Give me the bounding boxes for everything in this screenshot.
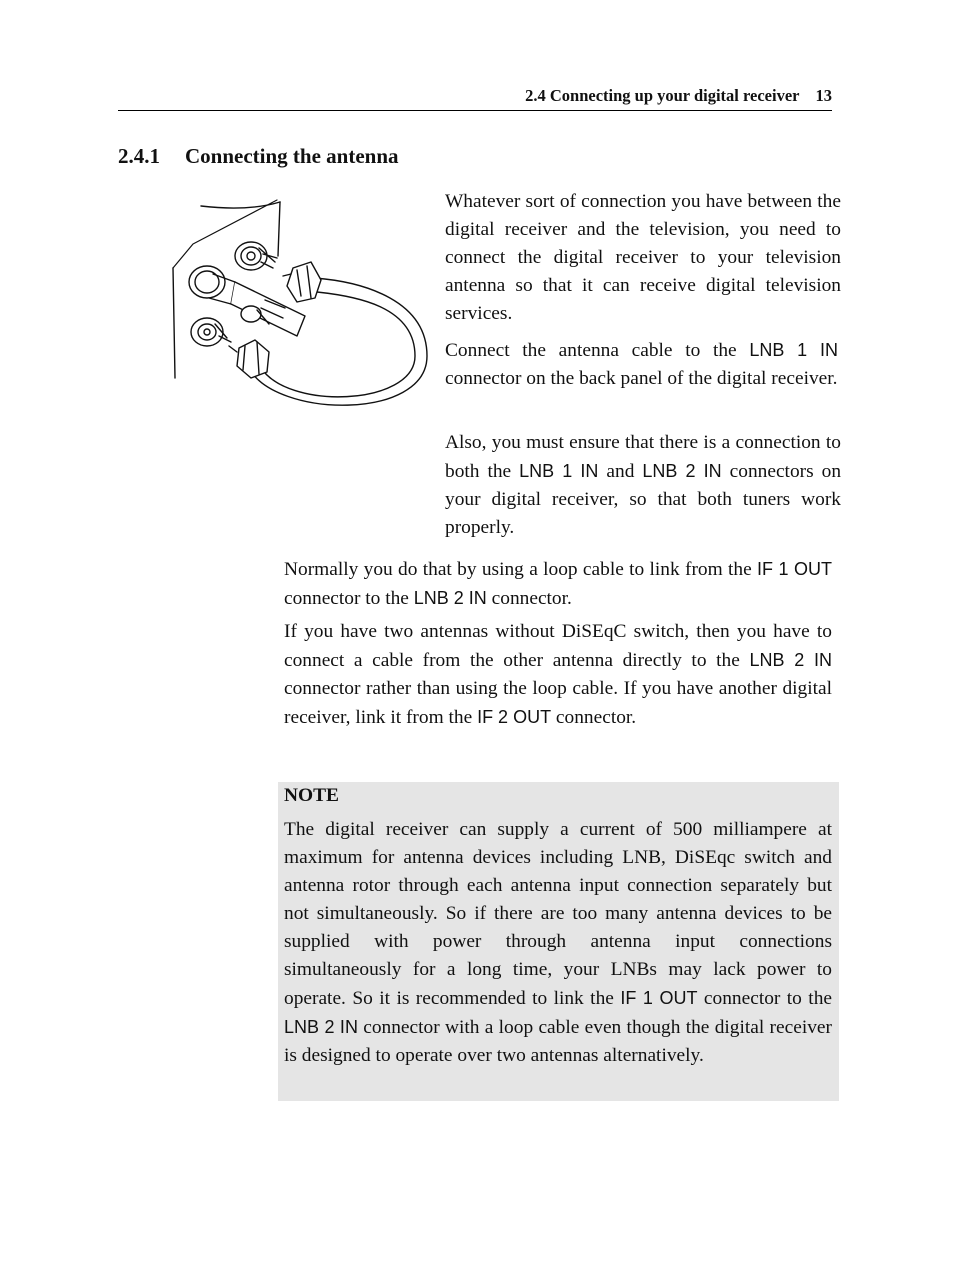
text-run: connector. [551, 707, 637, 728]
page-number: 13 [815, 86, 832, 105]
text-run: connectors on your digital receiver, so that both tuners work properly. [445, 461, 842, 538]
connector-label-lnb-2-in: LNB 2 IN [413, 588, 487, 608]
text-run: connector to the [697, 988, 832, 1009]
header-rule [118, 110, 832, 111]
section-title: Connecting the antenna [185, 144, 399, 168]
lnb-2-in-connector [191, 306, 269, 346]
connector-label-lnb-1-in: LNB 1 IN [519, 461, 599, 481]
text-run: and [598, 461, 643, 482]
connector-label-lnb-2-in: LNB 2 IN [642, 461, 722, 481]
paragraph-connect-lnb1 [445, 336, 838, 393]
connector-label-if-2-out: IF 2 OUT [477, 707, 552, 727]
text-run: connector with a loop cable even though the digital receiver is designed to operate over two antennas alternatively. [284, 1017, 832, 1066]
text-run: connector. [486, 588, 572, 609]
text-run: connector to the [284, 588, 414, 609]
connector-label-lnb-2-in: LNB 2 IN [284, 1017, 358, 1037]
paragraph-intro: Whatever sort of connection you have between the digital receiver and the television, you need to connect the digital receiver to your television antenna so that it can receive digital television services. [445, 191, 841, 324]
if-1-out-jack [235, 242, 277, 270]
paragraph-both-tuners [445, 429, 841, 542]
text-run: Also, you must ensure that there is a connection to both the [445, 432, 841, 482]
connector-label-lnb-2-in: LNB 2 IN [749, 650, 832, 670]
connector-label-lnb-1-in: LNB 1 IN [749, 340, 838, 360]
note-text [284, 816, 832, 1070]
text-run: If you have two antennas without DiSEqC switch, then you have to connect a cable from the other antenna directly to the [284, 621, 832, 671]
antenna-connectors-illustration [165, 196, 435, 414]
text-run: Connect the antenna cable to the [445, 340, 750, 361]
note-title: NOTE [284, 785, 339, 806]
section-heading [118, 144, 399, 169]
if-out-nut [283, 262, 321, 302]
running-title: 2.4 Connecting up your digital receiver [525, 86, 800, 105]
section-number: 2.4.1 [118, 144, 160, 168]
text-run: connector rather than using the loop cable. If you have another digital receiver, link it from the [284, 678, 832, 728]
loop-cable-lower-nut [229, 340, 269, 378]
connector-label-if-1-out: IF 1 OUT [757, 559, 832, 579]
paragraph-loop-cable [284, 555, 832, 613]
connector-label-if-1-out: IF 1 OUT [620, 988, 698, 1008]
text-run: connector on the back panel of the digital receiver. [445, 368, 838, 389]
text-run: Normally you do that by using a loop cable to link from the [284, 559, 758, 580]
paragraph-two-antennas [284, 618, 832, 732]
running-header [118, 86, 832, 106]
text-run: The digital receiver can supply a current of 500 milliampere at maximum for antenna devices including LNB, DiSEqc switch and antenna rotor through each antenna input connection separately but not simultaneously. So if there are too many antenna devices to be supplied with power through antenna input connections simultaneously for a long time, your LNBs may lack power to operate. So it is recommended to link the [284, 819, 832, 1009]
